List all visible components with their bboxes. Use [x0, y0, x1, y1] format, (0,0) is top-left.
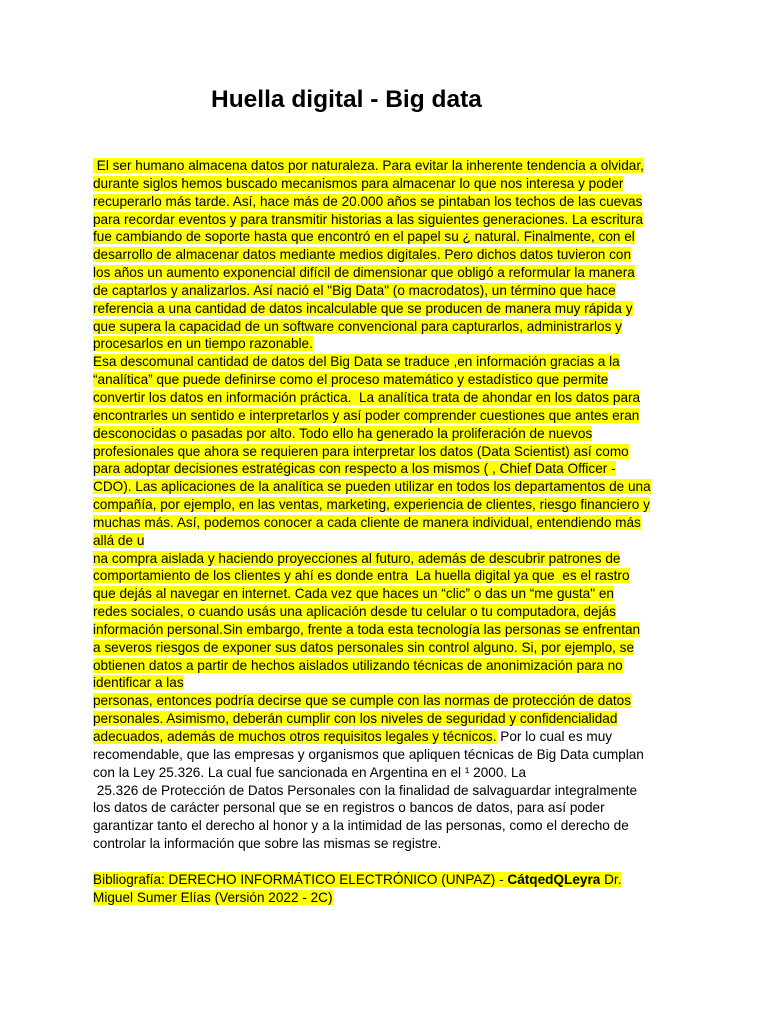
- body-line: [93, 567, 693, 585]
- body-line: [93, 335, 693, 353]
- highlighted-text: redes sociales, o cuando usás una aplicación desde tu celular o tu computadora, dejás: [93, 604, 616, 620]
- highlighted-text: adecuados, además de muchos otros requisitos legales y técnicos.: [93, 729, 497, 744]
- bibliography-line-2: [93, 889, 693, 907]
- body-line: [93, 639, 693, 657]
- plain-text: Por lo cual es muy: [496, 729, 613, 744]
- body-line: [93, 835, 693, 853]
- body-line: [93, 799, 693, 817]
- body-line: [93, 389, 693, 407]
- highlighted-text: convertir los datos en información práctica. La analítica trata de ahondar en los datos para: [93, 389, 641, 405]
- body-line: [93, 443, 693, 461]
- body-line: [93, 764, 693, 782]
- highlighted-text: profesionales que ahora se requieren para interpretar los datos (Data Scientist) así como: [93, 443, 629, 459]
- plain-text: garantizar tanto el derecho al honor y a la intimidad de las personas, como el derecho de: [93, 818, 629, 834]
- highlighted-text: “analítica” que puede definirse como el proceso matemático y estadístico que permite: [93, 372, 609, 388]
- highlighted-text: El ser humano almacena datos por naturaleza. Para evitar la inherente tendencia a olvidar,: [93, 158, 644, 173]
- document-body: [93, 157, 693, 906]
- body-line: [93, 246, 693, 264]
- body-line: [93, 353, 693, 371]
- plain-text: controlar la información que sobre las mismas se registre.: [93, 836, 442, 852]
- body-line: [93, 674, 693, 692]
- body-line: [93, 692, 693, 710]
- highlighted-text: procesarlos en un tiempo razonable.: [93, 336, 313, 352]
- highlighted-text: que supera la capacidad de un software convencional para capturarlos, administrarlos y: [93, 318, 622, 334]
- highlighted-text: identificar a las: [93, 675, 184, 691]
- body-line: [93, 300, 693, 318]
- bibliography-line-2-text: Miguel Sumer Elías (Versión 2022 - 2C): [93, 889, 333, 905]
- body-line: [93, 532, 693, 550]
- highlighted-text: desarrollo de almacenar datos mediante medios digitales. Pero dichos datos tuvieron con: [93, 247, 632, 263]
- highlighted-text: desconocidas o pasadas por alto. Todo ello ha generado la proliferación de nuevos: [93, 425, 593, 441]
- highlighted-text: para recordar eventos y para transmitir historias a las siguientes generaciones. La escritura: [93, 211, 644, 227]
- highlighted-text: fue cambiando de soporte hasta que encontró en el papel su ¿ natural. Finalmente, con el: [93, 229, 635, 245]
- highlighted-text: muchas más. Así, podemos conocer a cada cliente de manera individual, entendiendo más: [93, 514, 641, 530]
- body-line: [93, 550, 693, 568]
- page-title: Huella digital - Big data: [211, 86, 482, 113]
- plain-text: recomendable, que las empresas y organismos que apliquen técnicas de Big Data cumplan: [93, 746, 644, 762]
- highlighted-text: comportamiento de los clientes y ahí es donde entra La huella digital ya que es el rastro: [93, 568, 630, 584]
- highlighted-text: a severos riesgos de exponer sus datos personales sin control alguno. Si, por ejemplo, se: [93, 639, 635, 655]
- body-line: [93, 175, 693, 193]
- highlighted-text: personas, entonces podría decirse que se cumple con las normas de protección de datos: [93, 693, 632, 709]
- body-line: [93, 318, 693, 336]
- body-line: [93, 264, 693, 282]
- body-line: [93, 728, 693, 746]
- highlighted-text: durante siglos hemos buscado mecanismos para almacenar lo que nos interesa y poder: [93, 175, 624, 191]
- highlighted-text: de captarlos y analizarlos. Así nació el "Big Data" (o macrodatos), un término que hace: [93, 282, 616, 298]
- highlighted-text: información personal.Sin embargo, frente a toda esta tecnología las personas se enfrentan: [93, 621, 641, 637]
- body-line: [93, 193, 693, 211]
- body-line: [93, 621, 693, 639]
- plain-text: 25.326 de Protección de Datos Personales con la finalidad de salvaguardar integralmente: [93, 782, 638, 798]
- body-line: [93, 211, 693, 229]
- body-line: [93, 603, 693, 621]
- highlighted-text: Esa descomunal cantidad de datos del Big Data se traduce ,en información gracias a la: [93, 354, 620, 370]
- plain-text: con la Ley 25.326. La cual fue sancionada en Argentina en el ¹ 2000. La: [93, 764, 527, 780]
- body-line: [93, 710, 693, 728]
- bibliography-suffix: Dr.: [600, 871, 622, 887]
- body-line: [93, 817, 693, 835]
- body-line: [93, 782, 693, 800]
- body-line: [93, 407, 693, 425]
- body-line: [93, 157, 693, 175]
- highlighted-text: allá de u: [93, 532, 145, 548]
- highlighted-text: referencia a una cantidad de datos incalculable que se producen de manera muy rápida y: [93, 300, 633, 316]
- highlighted-text: para adoptar decisiones estratégicas con respecto a los mismos ( , Chief Data Officer -: [93, 461, 616, 477]
- highlighted-text: personales. Asimismo, deberán cumplir con los niveles de seguridad y confidencialidad: [93, 711, 618, 727]
- body-line: [93, 460, 693, 478]
- body-line: [93, 496, 693, 514]
- main-paragraph: [93, 157, 693, 853]
- body-line: [93, 282, 693, 300]
- body-line: [93, 478, 693, 496]
- body-line: [93, 746, 693, 764]
- body-line: [93, 514, 693, 532]
- highlighted-text: recuperarlo más tarde. Así, hace más de 20.000 años se pintaban los techos de las cuevas: [93, 193, 643, 209]
- highlighted-text: los años un aumento exponencial difícil de dimensionar que obligó a reformular la manera: [93, 265, 635, 281]
- bibliography-line-1: [93, 871, 693, 889]
- bibliography-prefix: Bibliografía: DERECHO INFORMÁTICO ELECTRÓNICO (UNPAZ) -: [93, 871, 508, 887]
- highlighted-text: compañía, por ejemplo, en las ventas, marketing, experiencia de clientes, riesgo financiero y: [93, 497, 650, 513]
- body-line: [93, 425, 693, 443]
- body-line: [93, 371, 693, 389]
- bibliography-author-bold: CátqedQLeyra: [507, 871, 601, 887]
- blank-line: [93, 853, 693, 871]
- highlighted-text: que dejás al navegar en internet. Cada vez que haces un “clic” o das un “me gusta" en: [93, 586, 614, 602]
- highlighted-text: obtienen datos a partir de hechos aislados utilizando técnicas de anonimización para no: [93, 657, 623, 673]
- highlighted-text: na compra aislada y haciendo proyecciones al futuro, además de descubrir patrones de: [93, 550, 621, 566]
- body-line: [93, 228, 693, 246]
- body-line: [93, 585, 693, 603]
- plain-text: los datos de carácter personal que se en registros o bancos de datos, para así poder: [93, 800, 605, 816]
- body-line: [93, 657, 693, 675]
- highlighted-text: encontrarles un sentido e interpretarlos y así poder comprender cuestiones que antes eran: [93, 407, 640, 423]
- highlighted-text: CDO). Las aplicaciones de la analítica se pueden utilizar en todos los departamentos de una: [93, 479, 651, 495]
